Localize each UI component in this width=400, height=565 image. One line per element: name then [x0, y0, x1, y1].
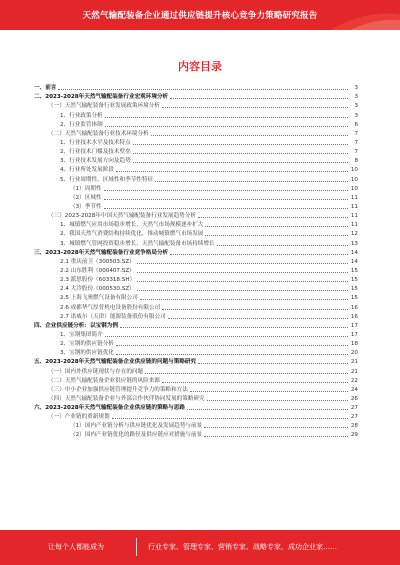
toc-dot-leader	[58, 89, 348, 90]
toc-entry-label: （二）天然气输配装备行业技术环境分析	[48, 130, 149, 137]
toc-entry-label: 2、宝钢的供应链分析	[60, 341, 114, 348]
toc-entry-page: 10	[350, 185, 358, 192]
toc-entry[interactable]	[34, 403, 358, 412]
toc-entry-label: 3、行业技术发展方向及趋势	[60, 158, 131, 165]
table-of-contents	[34, 83, 358, 439]
toc-entry[interactable]	[34, 302, 358, 311]
toc-entry-page: 6	[354, 121, 358, 128]
toc-entry[interactable]	[34, 110, 358, 119]
toc-dot-leader	[112, 418, 348, 419]
toc-entry-label: 二、2023-2028年天然气输配装备行业宏观环境分析	[34, 94, 169, 101]
toc-entry-page: 7	[354, 149, 358, 156]
toc-entry-label: 五、2023-2028年天然气输配装备企业供应链的问题与策略研究	[34, 359, 197, 366]
toc-entry-page: 11	[350, 222, 358, 229]
toc-entry-label: 2、行业监管体制	[60, 121, 103, 128]
toc-dot-leader	[105, 117, 348, 118]
toc-dot-leader	[198, 217, 348, 218]
report-title: 天然气输配装备企业通过供应链提升核心竞争力策略研究报告	[82, 11, 318, 21]
toc-entry[interactable]	[34, 339, 358, 348]
toc-entry-page: 14	[350, 249, 358, 256]
toc-entry-label: 六、2023-2028年天然气输配装备企业供应链的策略与思路	[34, 405, 185, 412]
toc-entry-label: 3、城镇燃气管网投资稳步增长，天然气输配装备市场持续增长	[60, 240, 215, 247]
toc-dot-leader	[104, 190, 348, 191]
toc-dot-leader	[133, 153, 348, 154]
toc-entry[interactable]	[34, 238, 358, 247]
toc-entry[interactable]	[34, 385, 358, 394]
toc-dot-leader	[137, 272, 348, 273]
toc-entry-page: 21	[350, 368, 358, 375]
toc-dot-leader	[204, 436, 348, 437]
toc-dot-leader	[116, 354, 348, 355]
toc-entry-page: 11	[350, 194, 358, 201]
toc-entry[interactable]	[34, 129, 358, 138]
toc-entry-label: 三、2023-2028年天然气输配装备行业竞争格局分析	[34, 249, 169, 256]
toc-entry-label: 2.5 上海飞奥燃气设备有限公司	[60, 295, 138, 302]
toc-entry-label: （三）2023-2028年中国天然气输配装备行业发展趋势分析	[48, 213, 196, 220]
toc-entry[interactable]	[34, 257, 358, 266]
toc-entry-label: （一）产业链的重新规划	[48, 414, 110, 421]
toc-entry[interactable]	[34, 293, 358, 302]
toc-heading: 内容目录	[178, 60, 222, 73]
toc-entry[interactable]	[34, 275, 358, 284]
toc-entry-page: 13	[350, 240, 358, 247]
toc-entry-page: 15	[350, 277, 358, 284]
toc-entry[interactable]	[34, 120, 358, 129]
toc-entry-label: （2）国内产业链优化的路径及供应链应对措施与前景	[70, 432, 203, 439]
toc-entry-label: 1、城镇燃气应用市场稳步增长，天然气市场规模逐步扩大	[60, 222, 204, 229]
toc-entry-label: 2.2 山东胜利（000407.SZ）	[60, 267, 135, 274]
toc-entry[interactable]	[34, 421, 358, 430]
toc-entry-page: 16	[350, 313, 358, 320]
toc-entry-page: 10	[350, 167, 358, 174]
toc-entry[interactable]	[34, 202, 358, 211]
toc-entry-label: 四、企业供应链分析：以宝钢为例	[34, 322, 118, 329]
toc-entry-page: 29	[350, 432, 358, 439]
toc-entry-label: 5、行业周期性、区域性和季节性特征	[60, 176, 154, 183]
toc-entry-label: （1）国内产业链分析与供应链优化及发展趋势与前景	[70, 423, 203, 430]
toc-entry-label: （1）周期性	[70, 185, 102, 192]
toc-entry[interactable]	[34, 193, 358, 202]
toc-entry-label: （四）天然气输配装备企业与外部合作伙伴协同发展的策略研究	[48, 395, 205, 402]
toc-entry[interactable]	[34, 248, 358, 257]
toc-entry-page: 8	[354, 158, 358, 165]
toc-entry[interactable]	[34, 220, 358, 229]
toc-entry-page: 27	[350, 405, 358, 412]
toc-entry-page: 7	[354, 139, 358, 146]
toc-entry-page: 3	[354, 112, 358, 119]
toc-entry[interactable]	[34, 348, 358, 357]
toc-entry-page: 17	[350, 331, 358, 338]
toc-entry-page: 11	[350, 203, 358, 210]
toc-dot-leader	[162, 309, 348, 310]
toc-entry-label: （3）季节性	[70, 203, 102, 210]
toc-dot-leader	[168, 318, 348, 319]
toc-entry[interactable]	[34, 412, 358, 421]
toc-dot-leader	[137, 263, 348, 264]
toc-entry[interactable]	[34, 211, 358, 220]
toc-entry-label: 2、行业技术门槛及技术壁垒	[60, 149, 131, 156]
toc-entry-label: 2、我国天然气消费结构持续优化，推动城镇燃气市场发展	[60, 231, 204, 238]
toc-dot-leader	[205, 235, 348, 236]
toc-dot-leader	[170, 98, 348, 99]
toc-entry[interactable]	[34, 92, 358, 101]
toc-entry-page: 20	[350, 350, 358, 357]
toc-entry-label: （一）国内外供应链现状与存在的问题	[48, 368, 144, 375]
toc-entry-label: （二）天然气输配装备企业供应链的风险来源	[48, 377, 160, 384]
toc-entry-page: 14	[350, 258, 358, 265]
toc-entry-label: 4、行业所处发展阶段	[60, 167, 114, 174]
toc-entry[interactable]	[34, 156, 358, 165]
toc-entry[interactable]	[34, 165, 358, 174]
toc-dot-leader	[137, 290, 348, 291]
toc-entry[interactable]	[34, 138, 358, 147]
toc-dot-leader	[187, 409, 348, 410]
toc-entry[interactable]	[34, 312, 358, 321]
toc-entry-page: 21	[350, 359, 358, 366]
toc-dot-leader	[116, 171, 348, 172]
toc-dot-leader	[104, 208, 348, 209]
toc-dot-leader	[120, 327, 348, 328]
toc-entry-page: 17	[350, 322, 358, 329]
toc-dot-leader	[137, 281, 348, 282]
toc-entry[interactable]	[34, 229, 358, 238]
toc-dot-leader	[145, 373, 348, 374]
toc-entry-page: 18	[350, 341, 358, 348]
toc-entry[interactable]	[34, 357, 358, 366]
toc-entry-label: 1、行业技术水平及技术特点	[60, 139, 131, 146]
toc-entry-page: 3	[354, 85, 358, 92]
toc-entry-label: 2.4 大冷股份（000530.SZ）	[60, 286, 135, 293]
toc-dot-leader	[116, 345, 348, 346]
footer-divider	[136, 538, 137, 556]
toc-dot-leader	[217, 245, 348, 246]
toc-entry-label: 1、行业政策分析	[60, 112, 103, 119]
toc-dot-leader	[190, 391, 348, 392]
toc-entry[interactable]	[34, 174, 358, 183]
toc-entry-page: 28	[350, 423, 358, 430]
footer-slogan: 让每个人都能成为	[48, 543, 104, 551]
toc-entry-label: 1、宝钢集团简介	[60, 331, 103, 338]
page-header	[0, 0, 400, 30]
toc-entry-page: 3	[354, 103, 358, 110]
toc-entry[interactable]	[34, 266, 358, 275]
toc-entry-label: （一）天然气输配装备行业发展政策环境分析	[48, 103, 160, 110]
toc-entry[interactable]	[34, 147, 358, 156]
toc-dot-leader	[155, 181, 348, 182]
toc-entry[interactable]	[34, 83, 358, 92]
toc-dot-leader	[104, 199, 348, 200]
toc-entry-label: （2）区域性	[70, 194, 102, 201]
toc-entry[interactable]	[34, 101, 358, 110]
toc-entry-label: 一、前言	[34, 85, 57, 92]
toc-entry-page: 3	[354, 94, 358, 101]
toc-entry-page: 15	[350, 286, 358, 293]
toc-entry-label: 2.1 重庆前卫（300503.SZ）	[60, 258, 135, 265]
toc-entry-page: 15	[350, 295, 358, 302]
toc-entry[interactable]	[34, 430, 358, 439]
toc-dot-leader	[205, 226, 348, 227]
page-footer	[0, 530, 400, 565]
toc-entry-page: 22	[350, 377, 358, 384]
toc-dot-leader	[207, 400, 348, 401]
toc-entry-label: 2.3 派思股份（603318.SH）	[60, 277, 136, 284]
toc-entry[interactable]	[34, 321, 358, 330]
toc-entry[interactable]	[34, 184, 358, 193]
toc-dot-leader	[162, 107, 348, 108]
toc-entry-page: 26	[350, 395, 358, 402]
toc-dot-leader	[140, 299, 348, 300]
toc-entry[interactable]	[34, 366, 358, 375]
toc-dot-leader	[204, 427, 348, 428]
toc-entry-page: 11	[350, 213, 358, 220]
toc-entry[interactable]	[34, 284, 358, 293]
toc-entry[interactable]	[34, 376, 358, 385]
toc-entry-page: 12	[350, 231, 358, 238]
toc-dot-leader	[151, 135, 348, 136]
toc-dot-leader	[170, 254, 348, 255]
toc-entry[interactable]	[34, 330, 358, 339]
toc-entry-page: 27	[350, 414, 358, 421]
toc-dot-leader	[133, 162, 348, 163]
toc-entry-page: 15	[350, 267, 358, 274]
footer-tagline: 行业专家、管理专家、营销专家、战略专家、成功企业家……	[148, 543, 337, 551]
toc-entry-label: 2.6 成都华气厚普机电设备股份有限公司	[60, 304, 161, 311]
toc-entry-page: 7	[354, 130, 358, 137]
toc-entry-page: 16	[350, 304, 358, 311]
toc-dot-leader	[105, 126, 348, 127]
toc-dot-leader	[198, 363, 348, 364]
toc-dot-leader	[162, 382, 348, 383]
toc-entry-label: 2.7 诺威尔（天津）能源装备股份有限公司	[60, 313, 166, 320]
toc-entry-label: 3、宝钢的供应链优化	[60, 350, 114, 357]
toc-entry-label: （三）中小企业加强供应链管理提升竞争力的策略和方法	[48, 386, 188, 393]
toc-entry-page: 10	[350, 176, 358, 183]
toc-dot-leader	[105, 336, 348, 337]
toc-dot-leader	[133, 144, 348, 145]
toc-entry-page: 24	[350, 386, 358, 393]
toc-entry[interactable]	[34, 394, 358, 403]
